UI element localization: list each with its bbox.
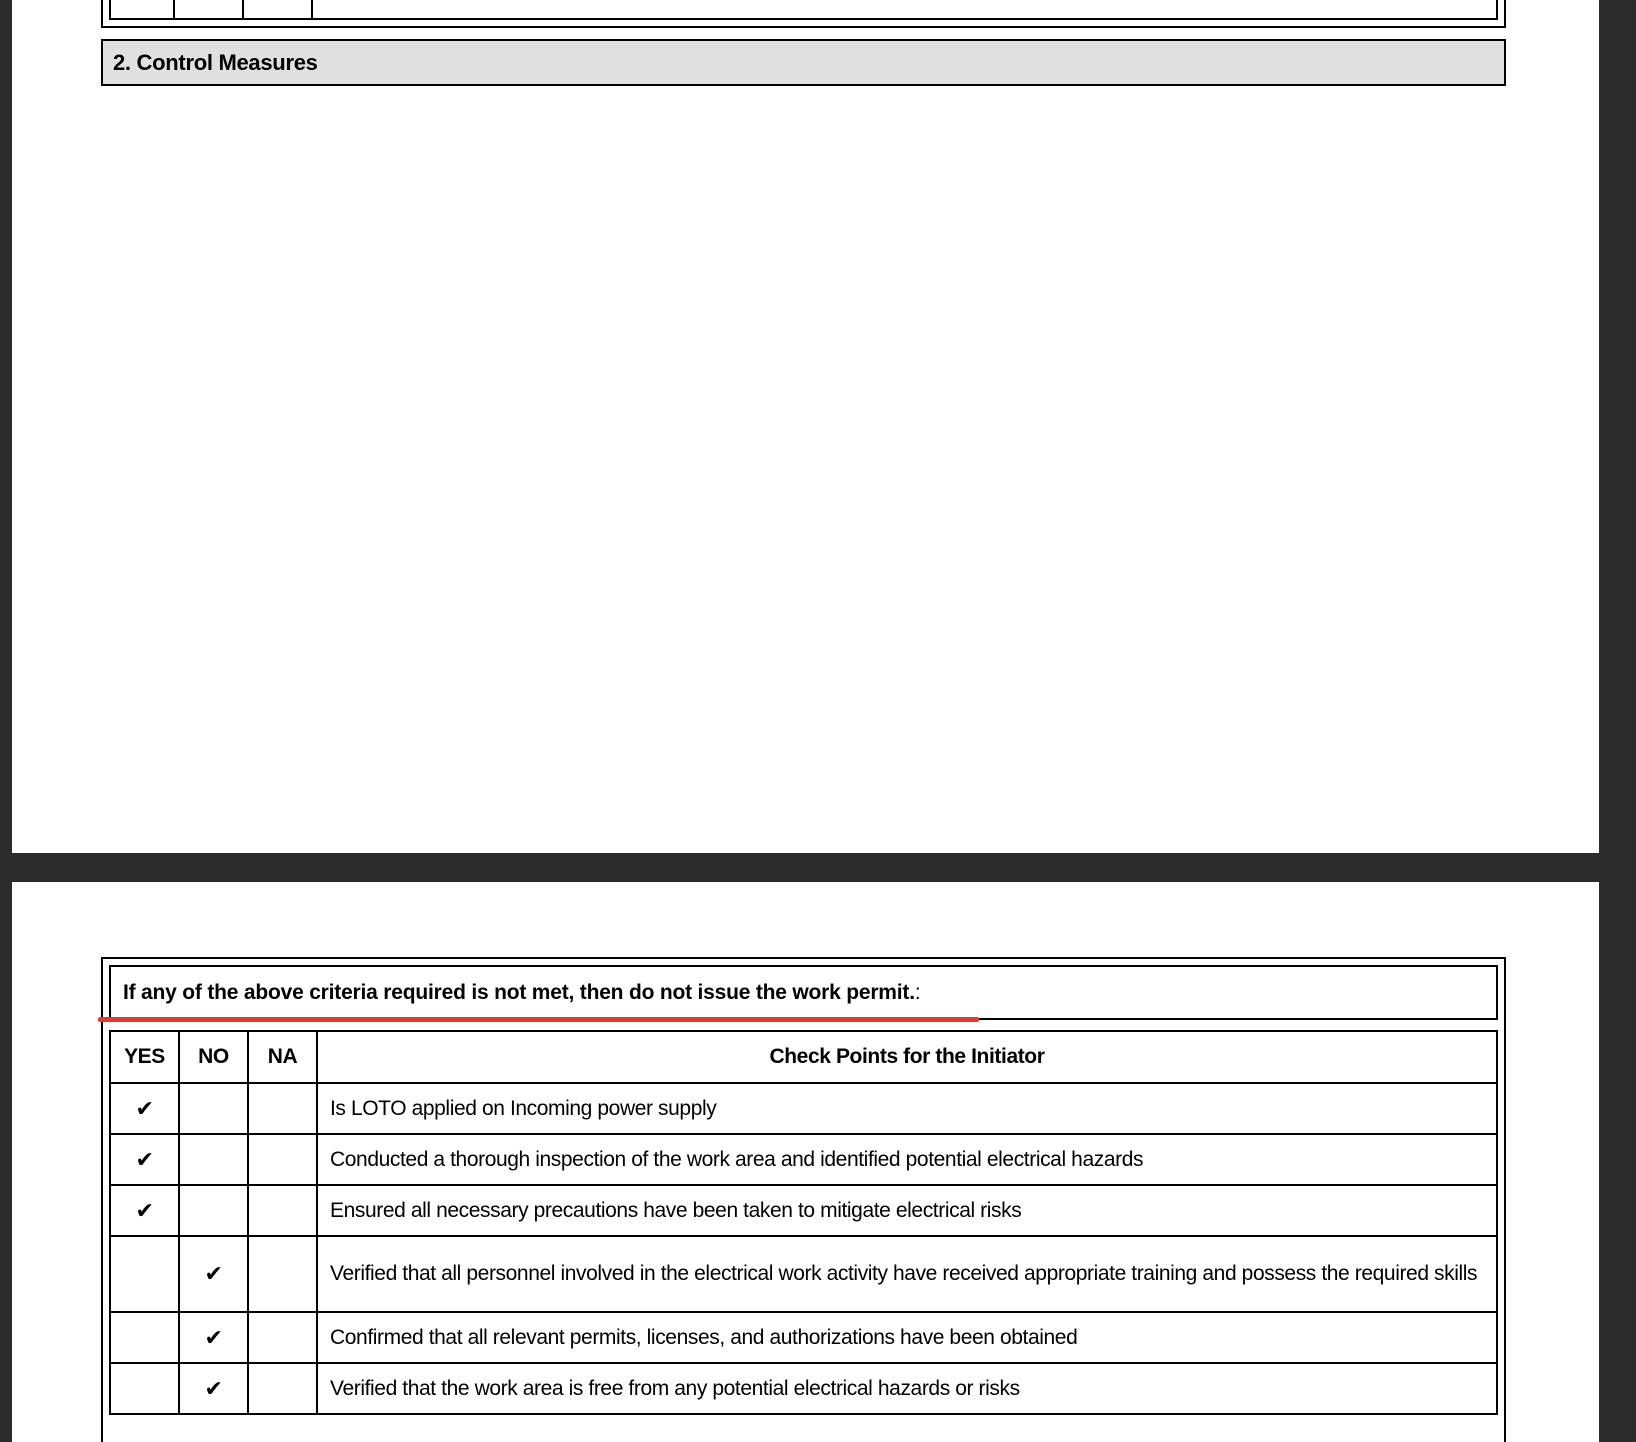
- table-row: [110, 1134, 1497, 1185]
- table-row: [110, 1312, 1497, 1363]
- previous-table-fragment: [101, 0, 1506, 28]
- yes-cell[interactable]: ✔: [110, 1083, 179, 1134]
- table-row: [110, 1363, 1497, 1414]
- checkpoint-text: Confirmed that all relevant permits, licenses, and authorizations have been obtained: [317, 1312, 1497, 1363]
- red-annotation-underline: [98, 1017, 979, 1022]
- yes-cell[interactable]: [110, 1236, 179, 1312]
- header-checkpoint: Check Points for the Initiator: [317, 1031, 1497, 1083]
- na-cell[interactable]: [248, 1363, 317, 1414]
- yes-cell[interactable]: ✔: [110, 1185, 179, 1236]
- no-cell[interactable]: [179, 1134, 248, 1185]
- section-title-control-measures: 2. Control Measures: [101, 39, 1506, 86]
- na-cell[interactable]: [248, 1185, 317, 1236]
- na-cell[interactable]: [248, 1312, 317, 1363]
- checkpoint-text: Is LOTO applied on Incoming power supply: [317, 1083, 1497, 1134]
- checkpoint-text: Verified that the work area is free from any potential electrical hazards or risks: [317, 1363, 1497, 1414]
- header-yes: YES: [110, 1031, 179, 1083]
- header-na: NA: [248, 1031, 317, 1083]
- document-page-1: [12, 0, 1599, 853]
- table-row: [110, 1236, 1497, 1312]
- na-cell[interactable]: [248, 1083, 317, 1134]
- no-cell[interactable]: [179, 1185, 248, 1236]
- checkpoint-text: Ensured all necessary precautions have been taken to mitigate electrical risks: [317, 1185, 1497, 1236]
- document-page-2: [12, 882, 1599, 1442]
- no-cell[interactable]: ✔: [179, 1236, 248, 1312]
- table-header-row: [110, 1031, 1497, 1083]
- checkpoint-text: Verified that all personnel involved in the electrical work activity have received appropriate training and possess the required skills: [317, 1236, 1497, 1312]
- checkpoint-section: [101, 957, 1506, 1442]
- yes-cell[interactable]: ✔: [110, 1134, 179, 1185]
- header-no: NO: [179, 1031, 248, 1083]
- na-cell[interactable]: [248, 1134, 317, 1185]
- criteria-notice: [109, 965, 1498, 1020]
- yes-cell[interactable]: [110, 1363, 179, 1414]
- criteria-notice-text: If any of the above criteria required is not met, then do not issue the work permit.: [123, 981, 915, 1004]
- no-cell[interactable]: [179, 1083, 248, 1134]
- criteria-notice-suffix: :: [914, 981, 921, 1004]
- no-cell[interactable]: ✔: [179, 1312, 248, 1363]
- yes-cell[interactable]: [110, 1312, 179, 1363]
- checkpoint-table: [109, 1030, 1498, 1415]
- no-cell[interactable]: ✔: [179, 1363, 248, 1414]
- table-row: [110, 1083, 1497, 1134]
- table-row: [110, 1185, 1497, 1236]
- checkpoint-text: Conducted a thorough inspection of the work area and identified potential electrical hazards: [317, 1134, 1497, 1185]
- na-cell[interactable]: [248, 1236, 317, 1312]
